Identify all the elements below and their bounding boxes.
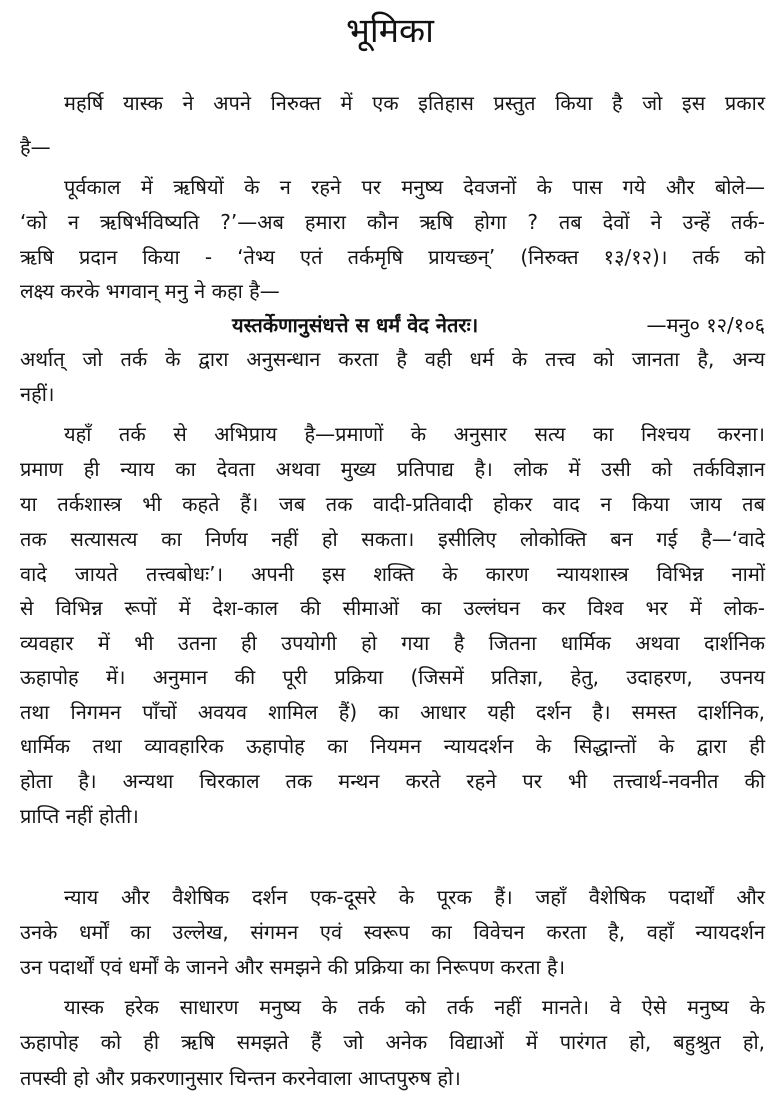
text-line: महर्षि यास्क ने अपने निरुक्त में एक इतिहास प्रस्तुत किया है जो इस प्रकार	[64, 91, 765, 115]
text-line: या तर्कशास्त्र भी कहते हैं। जब तक वादी-प्रतिवादी होकर वाद न किया जाय तब	[20, 492, 765, 516]
text-line: धार्मिक तथा व्यावहारिक ऊहापोह का नियमन न्यायदर्शन के सिद्धान्तों के द्वारा ही	[20, 734, 765, 758]
text-line: अर्थात् जो तर्क के द्वारा अनुसन्धान करता है वही धर्म के तत्त्व को जानता है, अन्य	[20, 347, 765, 371]
text-line: ‘को न ऋषिर्भविष्यति ?’—अब हमारा कौन ऋषि होगा ? तब देवों ने उन्हें तर्क-	[20, 210, 765, 234]
page-title: भूमिका	[346, 11, 434, 51]
text-line: तथा निगमन पाँचों अवयव शामिल हैं) का आधार यही दर्शन है। समस्त दार्शनिक,	[20, 700, 765, 724]
text-line: प्राप्ति नहीं होती।	[20, 804, 139, 828]
text-line: से विभिन्न रूपों में देश-काल की सीमाओं का उल्लंघन कर विश्व भर में लोक-	[20, 596, 765, 620]
text-line: प्रमाण ही न्याय का देवता अथवा मुख्य प्रतिपाद्य है। लोक में उसी को तर्कविज्ञान	[20, 457, 765, 481]
text-line: यास्क हरेक साधारण मनुष्य के तर्क को तर्क नहीं मानते। वे ऐसे मनुष्य के	[64, 995, 765, 1019]
text-line: उन पदार्थों एवं धर्मों के जानने और समझने की प्रक्रिया का निरूपण करता है।	[20, 955, 566, 979]
text-line: ऋषि प्रदान किया - ‘तेभ्य एतं तर्कमृषि प्रायच्छन्’ (निरुक्त १३/१२)। तर्क को	[20, 245, 765, 269]
text-line: यहाँ तर्क से अभिप्राय है—प्रमाणों के अनुसार सत्य का निश्चय करना।	[64, 422, 765, 446]
quote-source: —मनु० १२/१०६	[646, 313, 765, 337]
text-line: वादे जायते तत्त्वबोधः’। अपनी इस शक्ति के कारण न्यायशास्त्र विभिन्न नामों	[20, 562, 765, 586]
text-line: व्यवहार में भी उतना ही उपयोगी हो गया है जितना धार्मिक अथवा दार्शनिक	[20, 631, 765, 655]
text-line: तक सत्यासत्य का निर्णय नहीं हो सकता। इसीलिए लोकोक्ति बन गई है—‘वादे	[20, 527, 765, 551]
text-line: उनके धर्मों का उल्लेख, संगमन एवं स्वरूप का विवेचन करता है, वहाँ न्यायदर्शन	[20, 920, 765, 944]
text-line: लक्ष्य करके भगवान् मनु ने कहा है—	[20, 279, 280, 303]
text-line: न्याय और वैशेषिक दर्शन एक-दूसरे के पूरक हैं। जहाँ वैशेषिक पदार्थों और	[64, 885, 765, 909]
text-line: है—	[20, 135, 51, 159]
text-line: ऊहापोह में। अनुमान की पूरी प्रक्रिया (जिसमें प्रतिज्ञा, हेतु, उदाहरण, उपनय	[20, 665, 765, 689]
text-line: होता है। अन्यथा चिरकाल तक मन्थन करते रहने पर भी तत्त्वार्थ-नवनीत की	[20, 769, 765, 793]
text-line: पूर्वकाल में ऋषियों के न रहने पर मनुष्य देवजनों के पास गये और बोले—	[64, 175, 765, 199]
sanskrit-quote	[232, 308, 765, 342]
quote-text: यस्तर्केणानुसंधत्ते स धर्मं वेद नेतरः।	[232, 313, 479, 337]
text-line: तपस्वी हो और प्रकरणानुसार चिन्तन करनेवाला आप्तपुरुष हो।	[20, 1066, 461, 1090]
text-line: ऊहापोह को ही ऋषि समझते हैं जो अनेक विद्याओं में पारंगत हो, बहुश्रुत हो,	[20, 1030, 765, 1054]
text-line: नहीं।	[20, 382, 55, 406]
